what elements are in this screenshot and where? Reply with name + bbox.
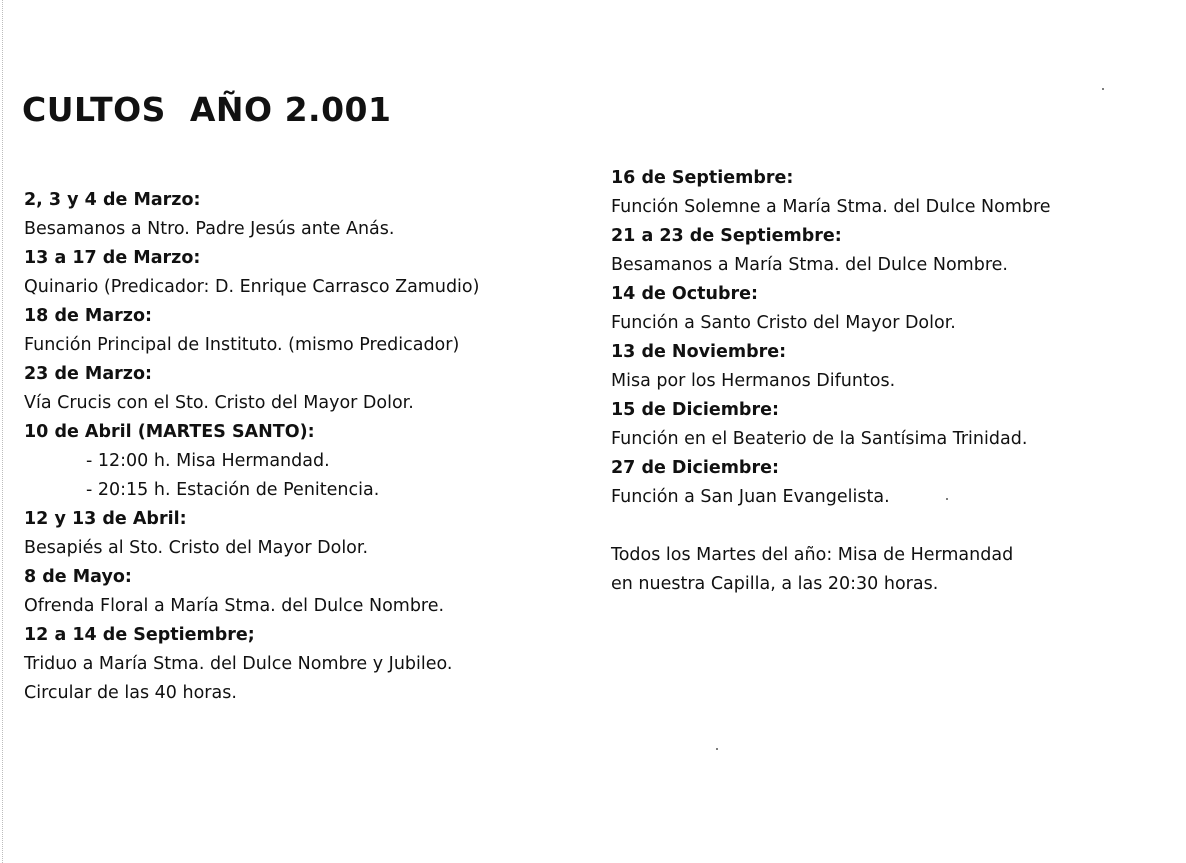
event-date: 2, 3 y 4 de Marzo:: [24, 190, 201, 210]
event-description: Función en el Beaterio de la Santísima Trinidad.: [611, 429, 1028, 449]
event-description: - 20:15 h. Estación de Penitencia.: [86, 480, 380, 500]
event-description: Besamanos a María Stma. del Dulce Nombre.: [611, 255, 1008, 275]
scan-speck: [1102, 88, 1104, 90]
event-date: 8 de Mayo:: [24, 567, 132, 587]
event-date: 16 de Septiembre:: [611, 168, 794, 188]
right-column: [611, 164, 1171, 599]
spacer: [611, 512, 1171, 541]
note-line: Todos los Martes del año: Misa de Hermandad: [611, 545, 1014, 565]
scan-edge-line: [2, 0, 3, 863]
event-date: 21 a 23 de Septiembre:: [611, 226, 842, 246]
event-description: Ofrenda Floral a María Stma. del Dulce Nombre.: [24, 596, 445, 616]
page-title: CULTOS AÑO 2.001: [22, 90, 392, 129]
scan-speck: [716, 748, 718, 750]
event-description: Triduo a María Stma. del Dulce Nombre y Jubileo.: [24, 654, 453, 674]
event-date: 23 de Marzo:: [24, 364, 152, 384]
event-description: Función a Santo Cristo del Mayor Dolor.: [611, 313, 956, 333]
event-description: Besamanos a Ntro. Padre Jesús ante Anás.: [24, 219, 395, 239]
event-description: Misa por los Hermanos Difuntos.: [611, 371, 896, 391]
event-date: 15 de Diciembre:: [611, 400, 779, 420]
event-date: 12 y 13 de Abril:: [24, 509, 187, 529]
event-description: Circular de las 40 horas.: [24, 683, 237, 703]
event-date: 13 de Noviembre:: [611, 342, 787, 362]
event-date: 18 de Marzo:: [24, 306, 152, 326]
event-date: 13 a 17 de Marzo:: [24, 248, 201, 268]
event-description: - 12:00 h. Misa Hermandad.: [86, 451, 330, 471]
event-description: Quinario (Predicador: D. Enrique Carrasco Zamudio): [24, 277, 480, 297]
event-description: Función a San Juan Evangelista.: [611, 487, 890, 507]
event-date: 27 de Diciembre:: [611, 458, 779, 478]
event-date: 10 de Abril (MARTES SANTO):: [24, 422, 315, 442]
event-description: Besapiés al Sto. Cristo del Mayor Dolor.: [24, 538, 369, 558]
event-description: Función Solemne a María Stma. del Dulce Nombre: [611, 197, 1051, 217]
event-date: 12 a 14 de Septiembre;: [24, 625, 255, 645]
left-column: [24, 186, 584, 708]
event-description: Función Principal de Instituto. (mismo Predicador): [24, 335, 460, 355]
event-description: Vía Crucis con el Sto. Cristo del Mayor Dolor.: [24, 393, 414, 413]
event-date: 14 de Octubre:: [611, 284, 759, 304]
note-line: en nuestra Capilla, a las 20:30 horas.: [611, 574, 939, 594]
